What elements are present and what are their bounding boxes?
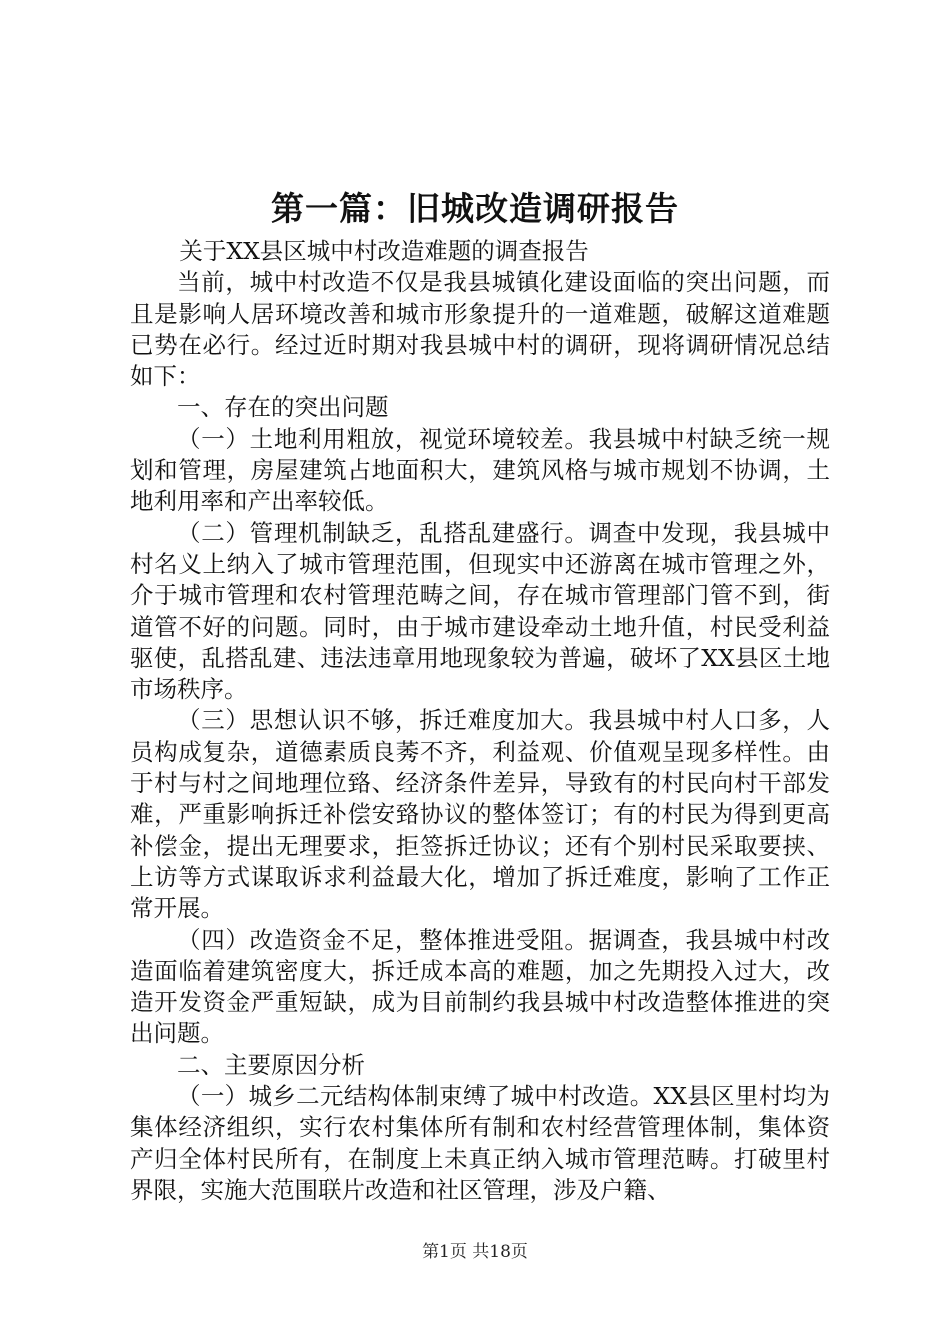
problem-paragraph-3: （三）思想认识不够，拆迁难度加大。我县城中村人口多，人员构成复杂，道德素质良莠不齐，利益观、价值观呈现多样性。由于村与村之间地理位臵、经济条件差异，导致有的村民向村干部发难，严重影响拆迁补偿安臵协议的整体签订；有的村民为得到更高补偿金，提出无理要求，拒签拆迁协议；还有个别村民采取要挟、上访等方式谋取诉求利益最大化，增加了拆迁难度，影响了工作正常开展。	[130, 706, 830, 923]
page-footer: 第1页 共18页	[422, 1242, 528, 1262]
document-title: 第一篇：旧城改造调研报告	[271, 189, 679, 228]
section-heading-causes: 二、主要原因分析	[177, 1050, 365, 1079]
subtitle-paragraph: 关于XX县区城中村改造难题的调查报告	[179, 237, 589, 265]
cause-paragraph-1: （一）城乡二元结构体制束缚了城中村改造。XX县区里村均为集体经济组织，实行农村集体所有制和农村经营管理体制，集体资产归全体村民所有，在制度上未真正纳入城市管理范畴。打破里村界限，实施大范围联片改造和社区管理，涉及户籍、	[130, 1082, 830, 1204]
intro-paragraph: 当前，城中村改造不仅是我县城镇化建设面临的突出问题，而且是影响人居环境改善和城市形象提升的一道难题，破解这道难题已势在必行。经过近时期对我县城中村的调研，现将调研情况总结如下：	[130, 268, 830, 391]
problem-paragraph-2: （二）管理机制缺乏，乱搭乱建盛行。调查中发现，我县城中村名义上纳入了城市管理范围，但现实中还游离在城市管理之外，介于城市管理和农村管理范畴之间，存在城市管理部门管不到，街道管不好的问题。同时，由于城市建设牵动土地升值，村民受利益驱使，乱搭乱建、违法违章用地现象较为普遍，破坏了XX县区土地市场秩序。	[130, 518, 830, 704]
document-body	[130, 236, 830, 1206]
section-heading-problems: 一、存在的突出问题	[177, 393, 389, 422]
problem-paragraph-4: （四）改造资金不足，整体推进受阻。据调查，我县城中村改造面临着建筑密度大，拆迁成本高的难题，加之先期投入过大，改造开发资金严重短缺，成为目前制约我县城中村改造整体推进的突出问题。	[130, 925, 830, 1048]
problem-paragraph-1: （一）土地利用粗放，视觉环境较差。我县城中村缺乏统一规划和管理，房屋建筑占地面积大，建筑风格与城市规划不协调，土地利用率和产出率较低。	[130, 424, 830, 516]
